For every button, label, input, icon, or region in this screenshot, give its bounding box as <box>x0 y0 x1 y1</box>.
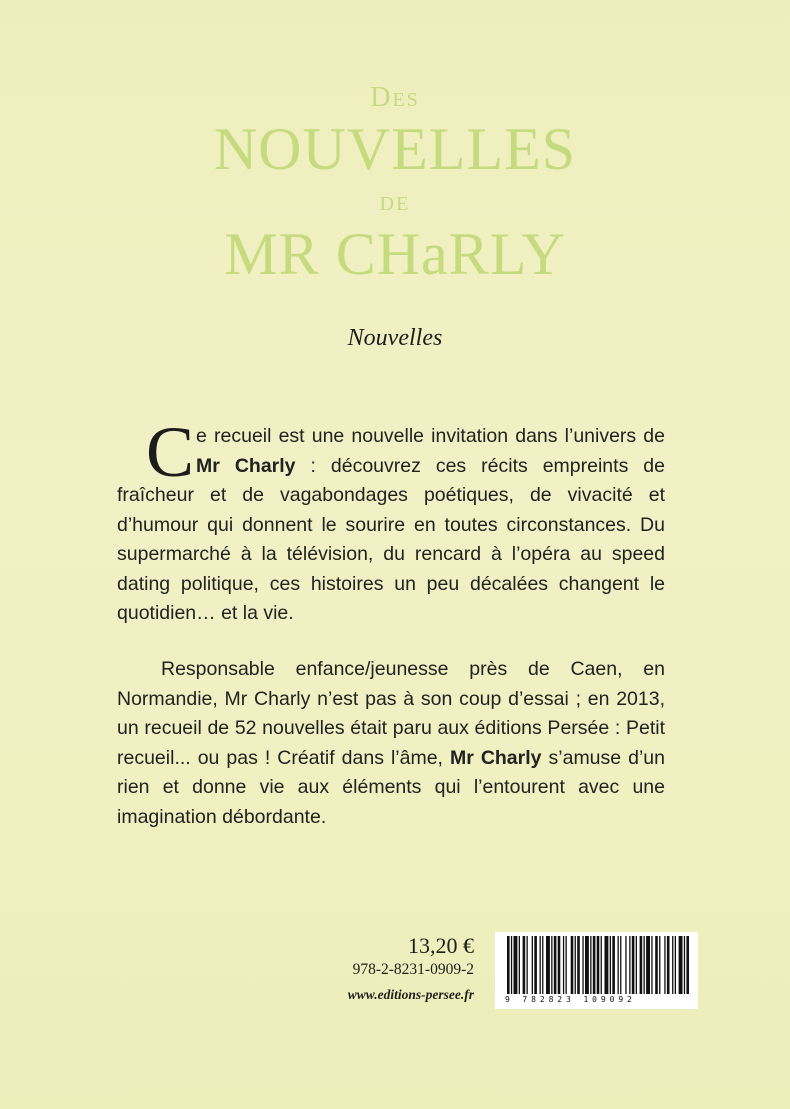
price-label: 13,20 € <box>408 933 474 958</box>
barcode-bar <box>601 936 602 994</box>
barcode-bar <box>605 936 609 994</box>
barcode-bar <box>585 936 589 994</box>
barcode-bar <box>646 936 650 994</box>
barcode-bar <box>575 936 576 994</box>
barcode-bar <box>534 936 537 994</box>
barcode-bar <box>546 936 550 994</box>
blurb-paragraph <box>117 412 665 629</box>
barcode-bar <box>532 936 533 994</box>
isbn-number: 978-2-8231-0909-2 <box>352 961 474 978</box>
barcode-bar <box>679 936 683 994</box>
barcode-bar <box>571 936 574 994</box>
barcode-bar <box>542 936 543 994</box>
drop-cap-letter: C <box>146 412 195 492</box>
genre-label: Nouvelles <box>347 325 443 351</box>
title-line-nouvelles: NOUVELLES <box>213 116 577 182</box>
barcode-bar <box>651 936 652 994</box>
title-line-des: Des <box>370 82 420 113</box>
barcode-bar <box>610 936 611 994</box>
barcode-bar <box>644 936 645 994</box>
barcode-bar <box>625 936 626 994</box>
barcode-bar <box>640 936 643 994</box>
barcode-bar <box>675 936 676 994</box>
barcode-bar <box>577 936 580 994</box>
bio-text-start: Responsable enfance/jeunesse près de Caen, en Normandie, Mr Charly n’est pas à son coup d’essai ; en 2013, un recueil de 52 nouvelles était paru aux éditions Persée : Petit recueil... ou pas ! Créatif dans l’âme, <box>117 658 665 769</box>
barcode-bar <box>612 936 615 994</box>
barcode-bar <box>684 936 685 994</box>
barcode-bar <box>514 936 518 994</box>
barcode-bar <box>664 936 665 994</box>
barcode-bar <box>540 936 541 994</box>
publisher-website: www.editions-persee.fr <box>347 987 474 1002</box>
isbn-barcode <box>495 932 698 1009</box>
barcode-bar <box>554 936 557 994</box>
barcode-bar <box>527 936 528 994</box>
bio-text-end: s’amuse d’un rien et donne vie aux éléments qui l’entourent avec une imagination débordante. <box>117 746 665 828</box>
barcode-bar <box>618 936 619 994</box>
barcode-bar <box>655 936 658 994</box>
title-line-de: de <box>379 186 411 217</box>
title-line-mr-charly: MR CHaRLY <box>224 221 566 287</box>
barcode-bar <box>519 936 520 994</box>
barcode-bar <box>523 936 526 994</box>
blurb-text-start: e recueil est une nouvelle invitation dans l’univers de <box>196 425 665 447</box>
barcode-bar <box>593 936 596 994</box>
barcode-bar <box>590 936 591 994</box>
barcode-digits: 9 782823 109092 <box>505 995 636 1004</box>
barcode-bar <box>558 936 561 994</box>
barcode-bar <box>659 936 660 994</box>
barcode-bar <box>686 936 689 994</box>
blurb-text-end: : découvrez ces récits empreints de fraîcheur et de vagabondages poétiques, de vivacité et d’humour qui donnent le sourire en toutes circonstances. Du supermarché à la télévision, du rencard à l’opéra au speed dating politique, ces histoires un peu décalées changent le quotidien… et la vie. <box>117 454 665 624</box>
author-name-bold: Mr Charly <box>196 454 296 477</box>
barcode-bar <box>566 936 567 994</box>
barcode-bar <box>672 936 673 994</box>
barcode-bar <box>620 936 621 994</box>
barcode-bar <box>667 936 670 994</box>
barcode-bar <box>636 936 637 994</box>
barcode-bar <box>563 936 564 994</box>
barcode-bar <box>507 936 510 994</box>
barcode-bar <box>582 936 583 994</box>
barcode-bar <box>551 936 552 994</box>
barcode-bar <box>511 936 512 994</box>
author-bio-paragraph <box>117 655 665 832</box>
barcode-bar <box>629 936 630 994</box>
author-name-bold: Mr Charly <box>449 746 542 769</box>
barcode-bar <box>597 936 600 994</box>
barcode-bar <box>632 936 635 994</box>
